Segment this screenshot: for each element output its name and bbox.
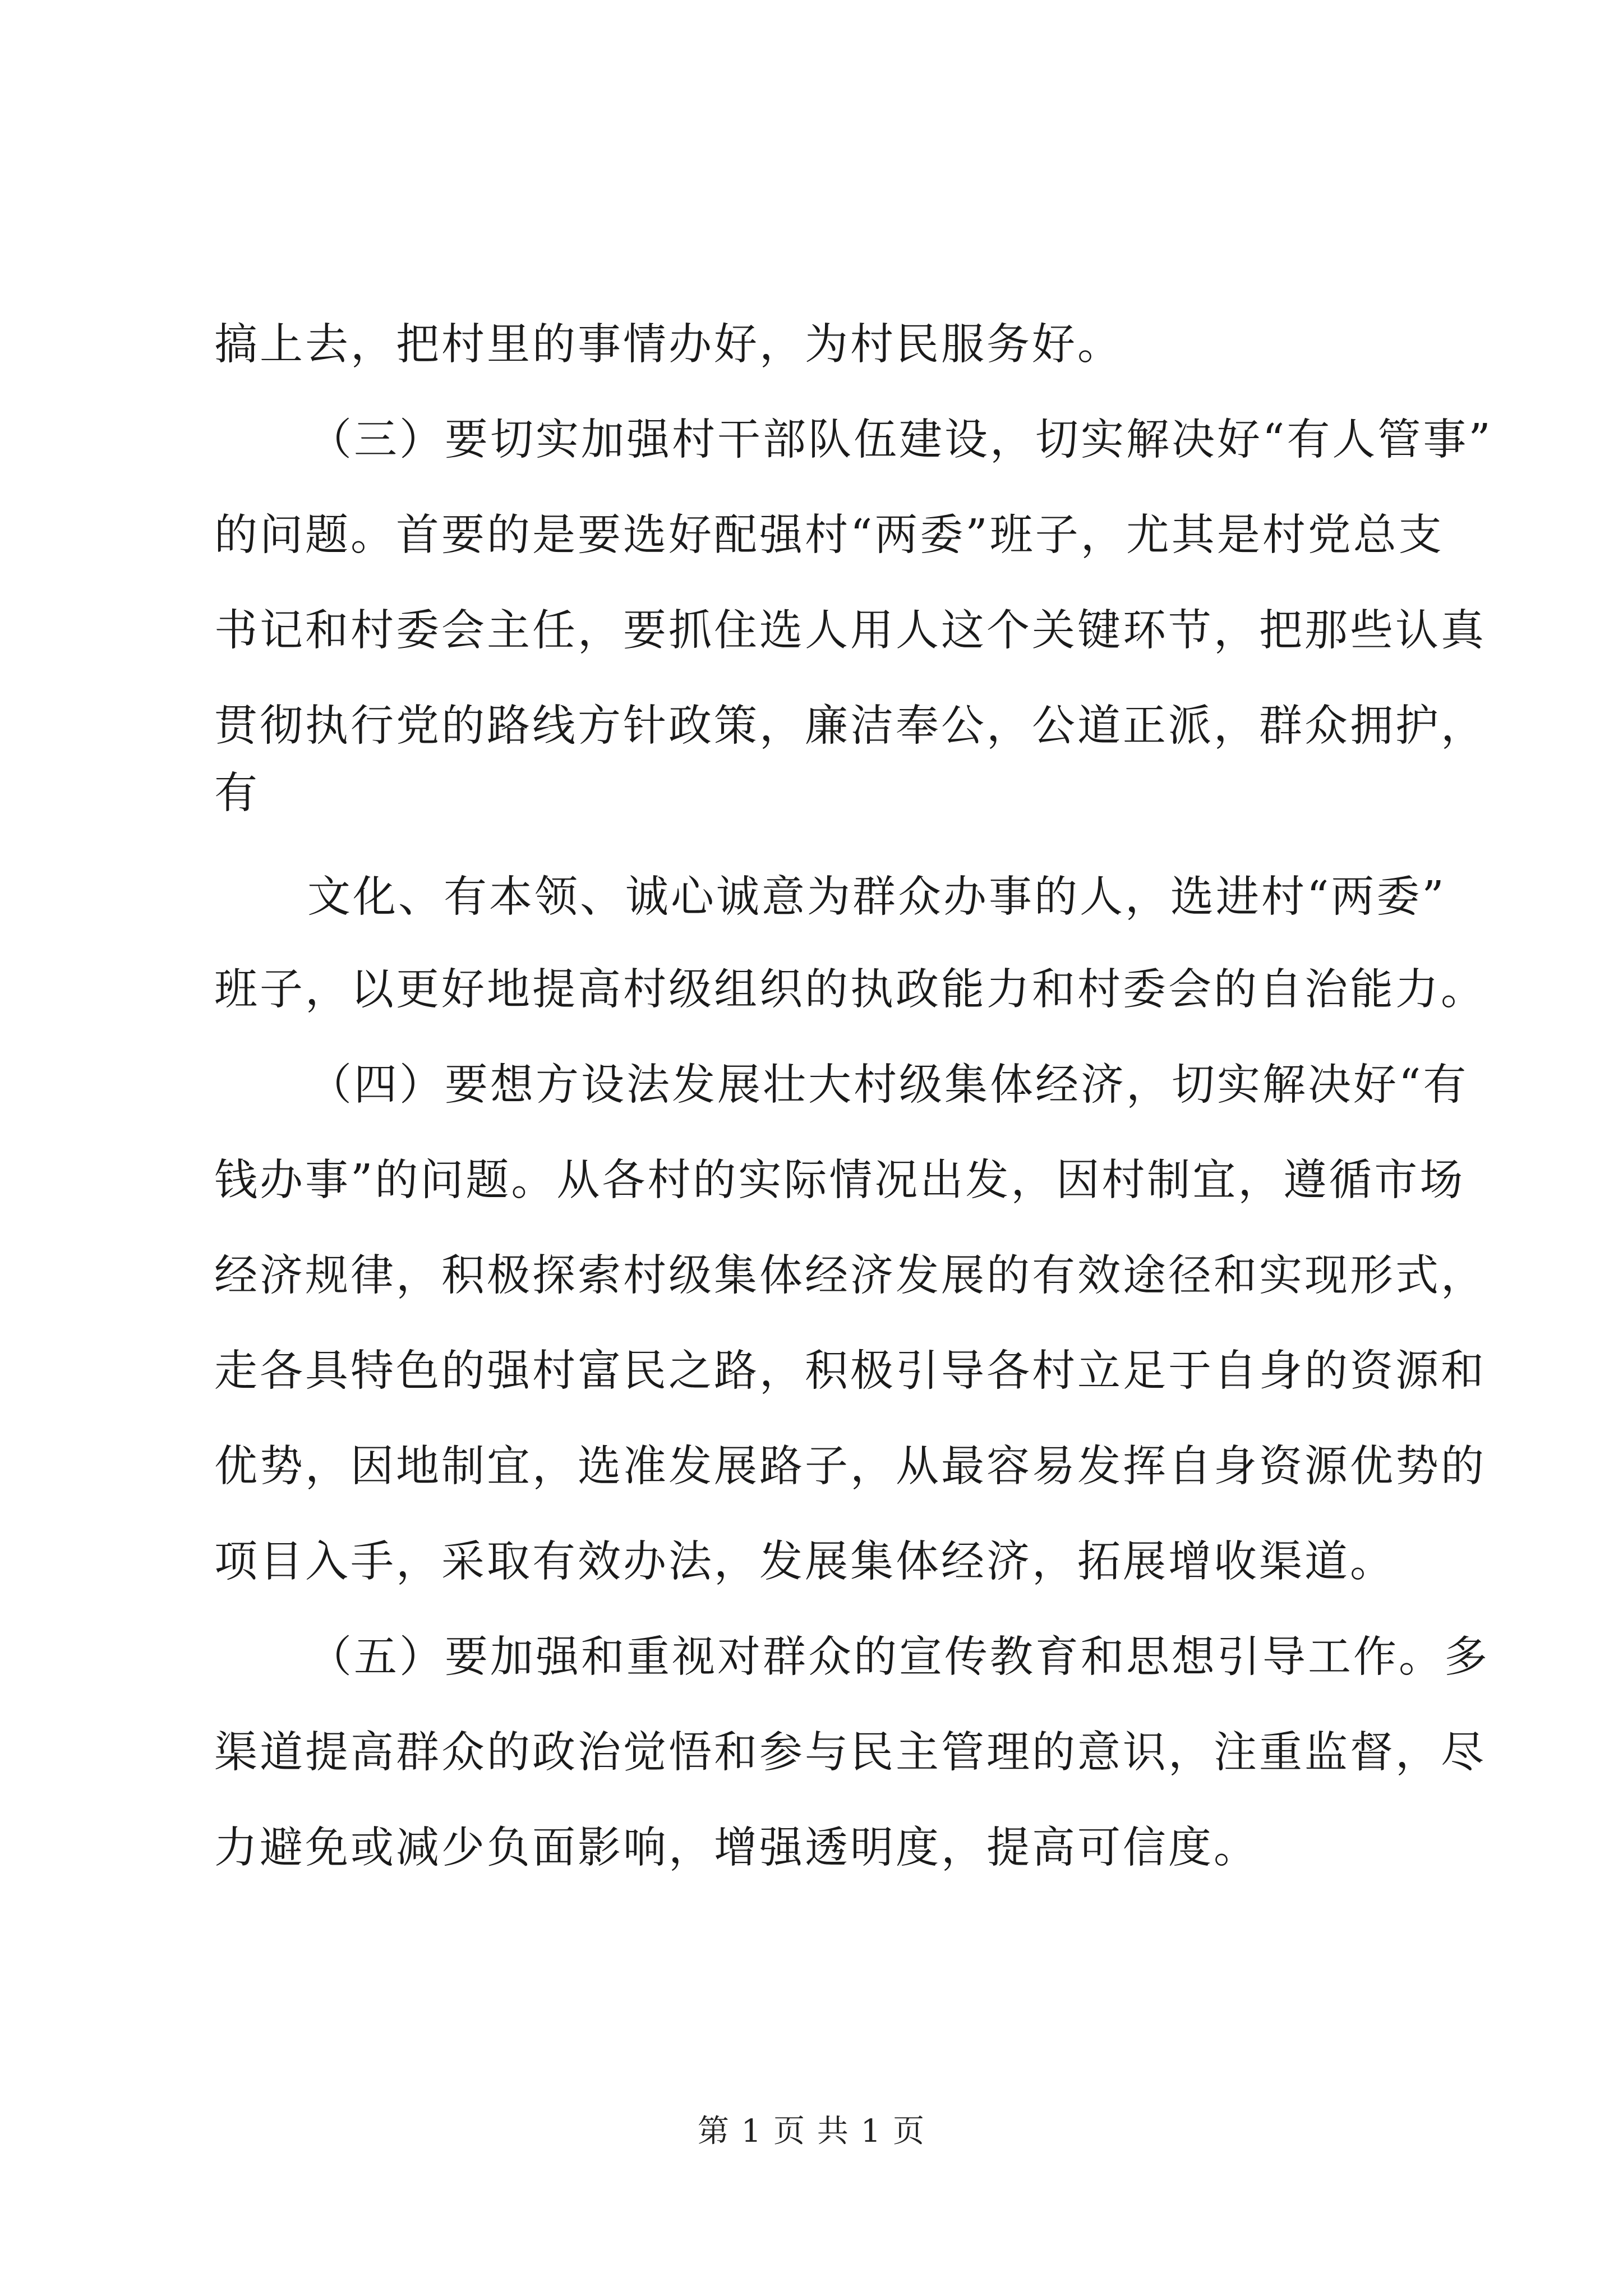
paragraph-heading-4: （四）要想方设法发展壮大村级集体经济，切实解决好“有 [308, 1060, 1469, 1110]
page-footer: 第 1 页 共 1 页 [697, 2113, 926, 2150]
text-line: 优势，因地制宜，选准发展路子，从最容易发挥自身资源优势的 [214, 1442, 1486, 1492]
text-line: 力避免或减少负面影响，增强透明度，提高可信度。 [214, 1823, 1259, 1873]
text-line: 文化、有本领、诚心诚意为群众办事的人，选进村“两委” [307, 872, 1446, 922]
text-line: 走各具特色的强村富民之路，积极引导各村立足于自身的资源和 [214, 1346, 1486, 1396]
text-line: 搞上去，把村里的事情办好，为村民服务好。 [214, 320, 1123, 370]
text-line: 有 [214, 769, 260, 818]
paragraph-heading-5: （五）要加强和重视对群众的宣传教育和思想引导工作。多 [308, 1632, 1490, 1682]
text-line: 书记和村委会主任，要抓住选人用人这个关键环节，把那些认真 [214, 606, 1486, 656]
paragraph-heading-3: （三）要切实加强村干部队伍建设，切实解决好“有人管事” [308, 415, 1493, 465]
text-line: 渠道提高群众的政治觉悟和参与民主管理的意识，注重监督，尽 [214, 1728, 1486, 1778]
text-line: 贯彻执行党的路线方针政策，廉洁奉公，公道正派，群众拥护， [214, 701, 1486, 751]
text-line: 项目入手，采取有效办法，发展集体经济，拓展增收渠道。 [214, 1537, 1395, 1587]
text-line: 钱办事”的问题。从各村的实际情况出发，因村制宜，遵循市场 [214, 1156, 1465, 1205]
text-line: 经济规律，积极探索村级集体经济发展的有效途径和实现形式， [214, 1251, 1486, 1301]
text-line: 的问题。首要的是要选好配强村“两委”班子，尤其是村党总支 [214, 510, 1444, 560]
text-line: 班子，以更好地提高村级组织的执政能力和村委会的自治能力。 [214, 965, 1486, 1015]
